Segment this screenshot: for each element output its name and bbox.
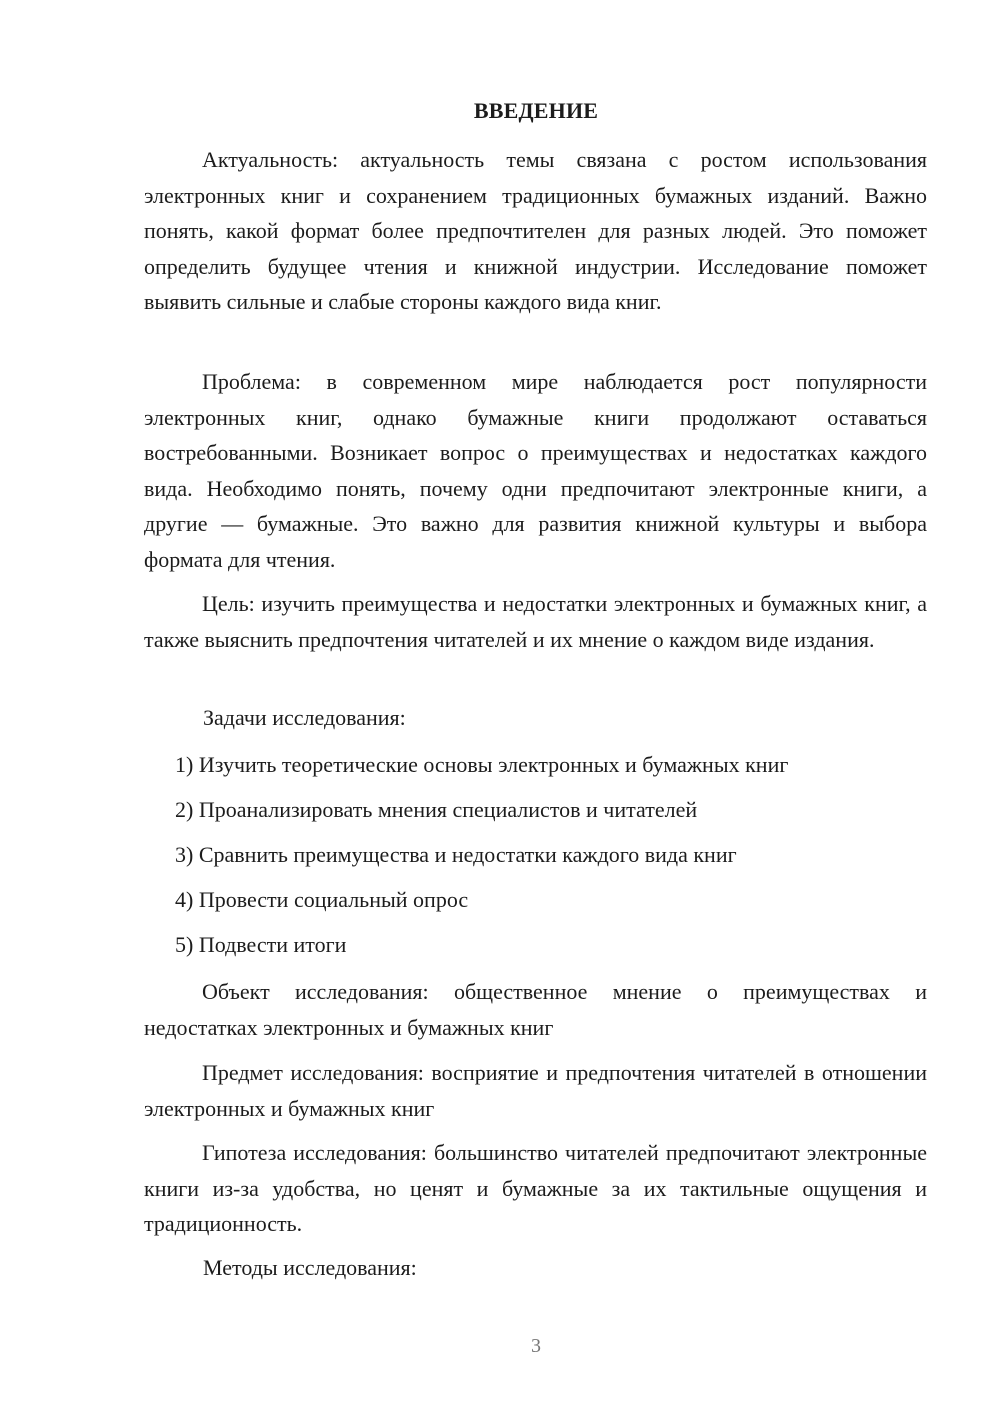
tasks-heading: Задачи исследования: xyxy=(203,705,406,730)
page-title: ВВЕДЕНИЕ xyxy=(473,98,599,123)
task-item-3: 3) Сравнить преимущества и недостатки каждого вида книг xyxy=(175,842,737,867)
relevance-paragraph: Актуальность: актуальность темы связана с ростом использования электронных книг и сохранением традиционных бумажных изданий. Важно понять, какой формат более предпочтителен для разных людей. Это поможет определить будущее чтения и книжной индустрии. Исследование поможет выявить сильные и слабые стороны каждого вида книг. xyxy=(144,147,927,314)
task-item-5: 5) Подвести итоги xyxy=(175,932,347,957)
methods-heading: Методы исследования: xyxy=(203,1255,417,1280)
subject-paragraph: Предмет исследования: восприятие и предпочтения читателей в отношении электронных и бумажных книг xyxy=(144,1060,927,1121)
hypothesis-paragraph: Гипотеза исследования: большинство читателей предпочитают электронные книги из-за удобства, но ценят и бумажные за их тактильные ощущения и традиционность. xyxy=(144,1140,927,1236)
task-item-4: 4) Провести социальный опрос xyxy=(175,887,469,912)
page-number: 3 xyxy=(531,1335,541,1357)
goal-paragraph: Цель: изучить преимущества и недостатки электронных и бумажных книг, а также выяснить предпочтения читателей и их мнение о каждом виде издания. xyxy=(144,591,927,652)
task-item-2: 2) Проанализировать мнения специалистов и читателей xyxy=(175,797,698,822)
object-paragraph: Объект исследования: общественное мнение о преимуществах и недостатках электронных и бумажных книг xyxy=(144,979,927,1040)
task-item-1: 1) Изучить теоретические основы электронных и бумажных книг xyxy=(175,752,789,777)
problem-paragraph: Проблема: в современном мире наблюдается рост популярности электронных книг, однако бумажные книги продолжают оставаться востребованными. Возникает вопрос о преимуществах и недостатках каждого вида. Необходимо понять, почему одни предпочитают электронные книги, а другие — бумажные. Это важно для развития книжной культуры и выбора формата для чтения. xyxy=(144,369,927,572)
